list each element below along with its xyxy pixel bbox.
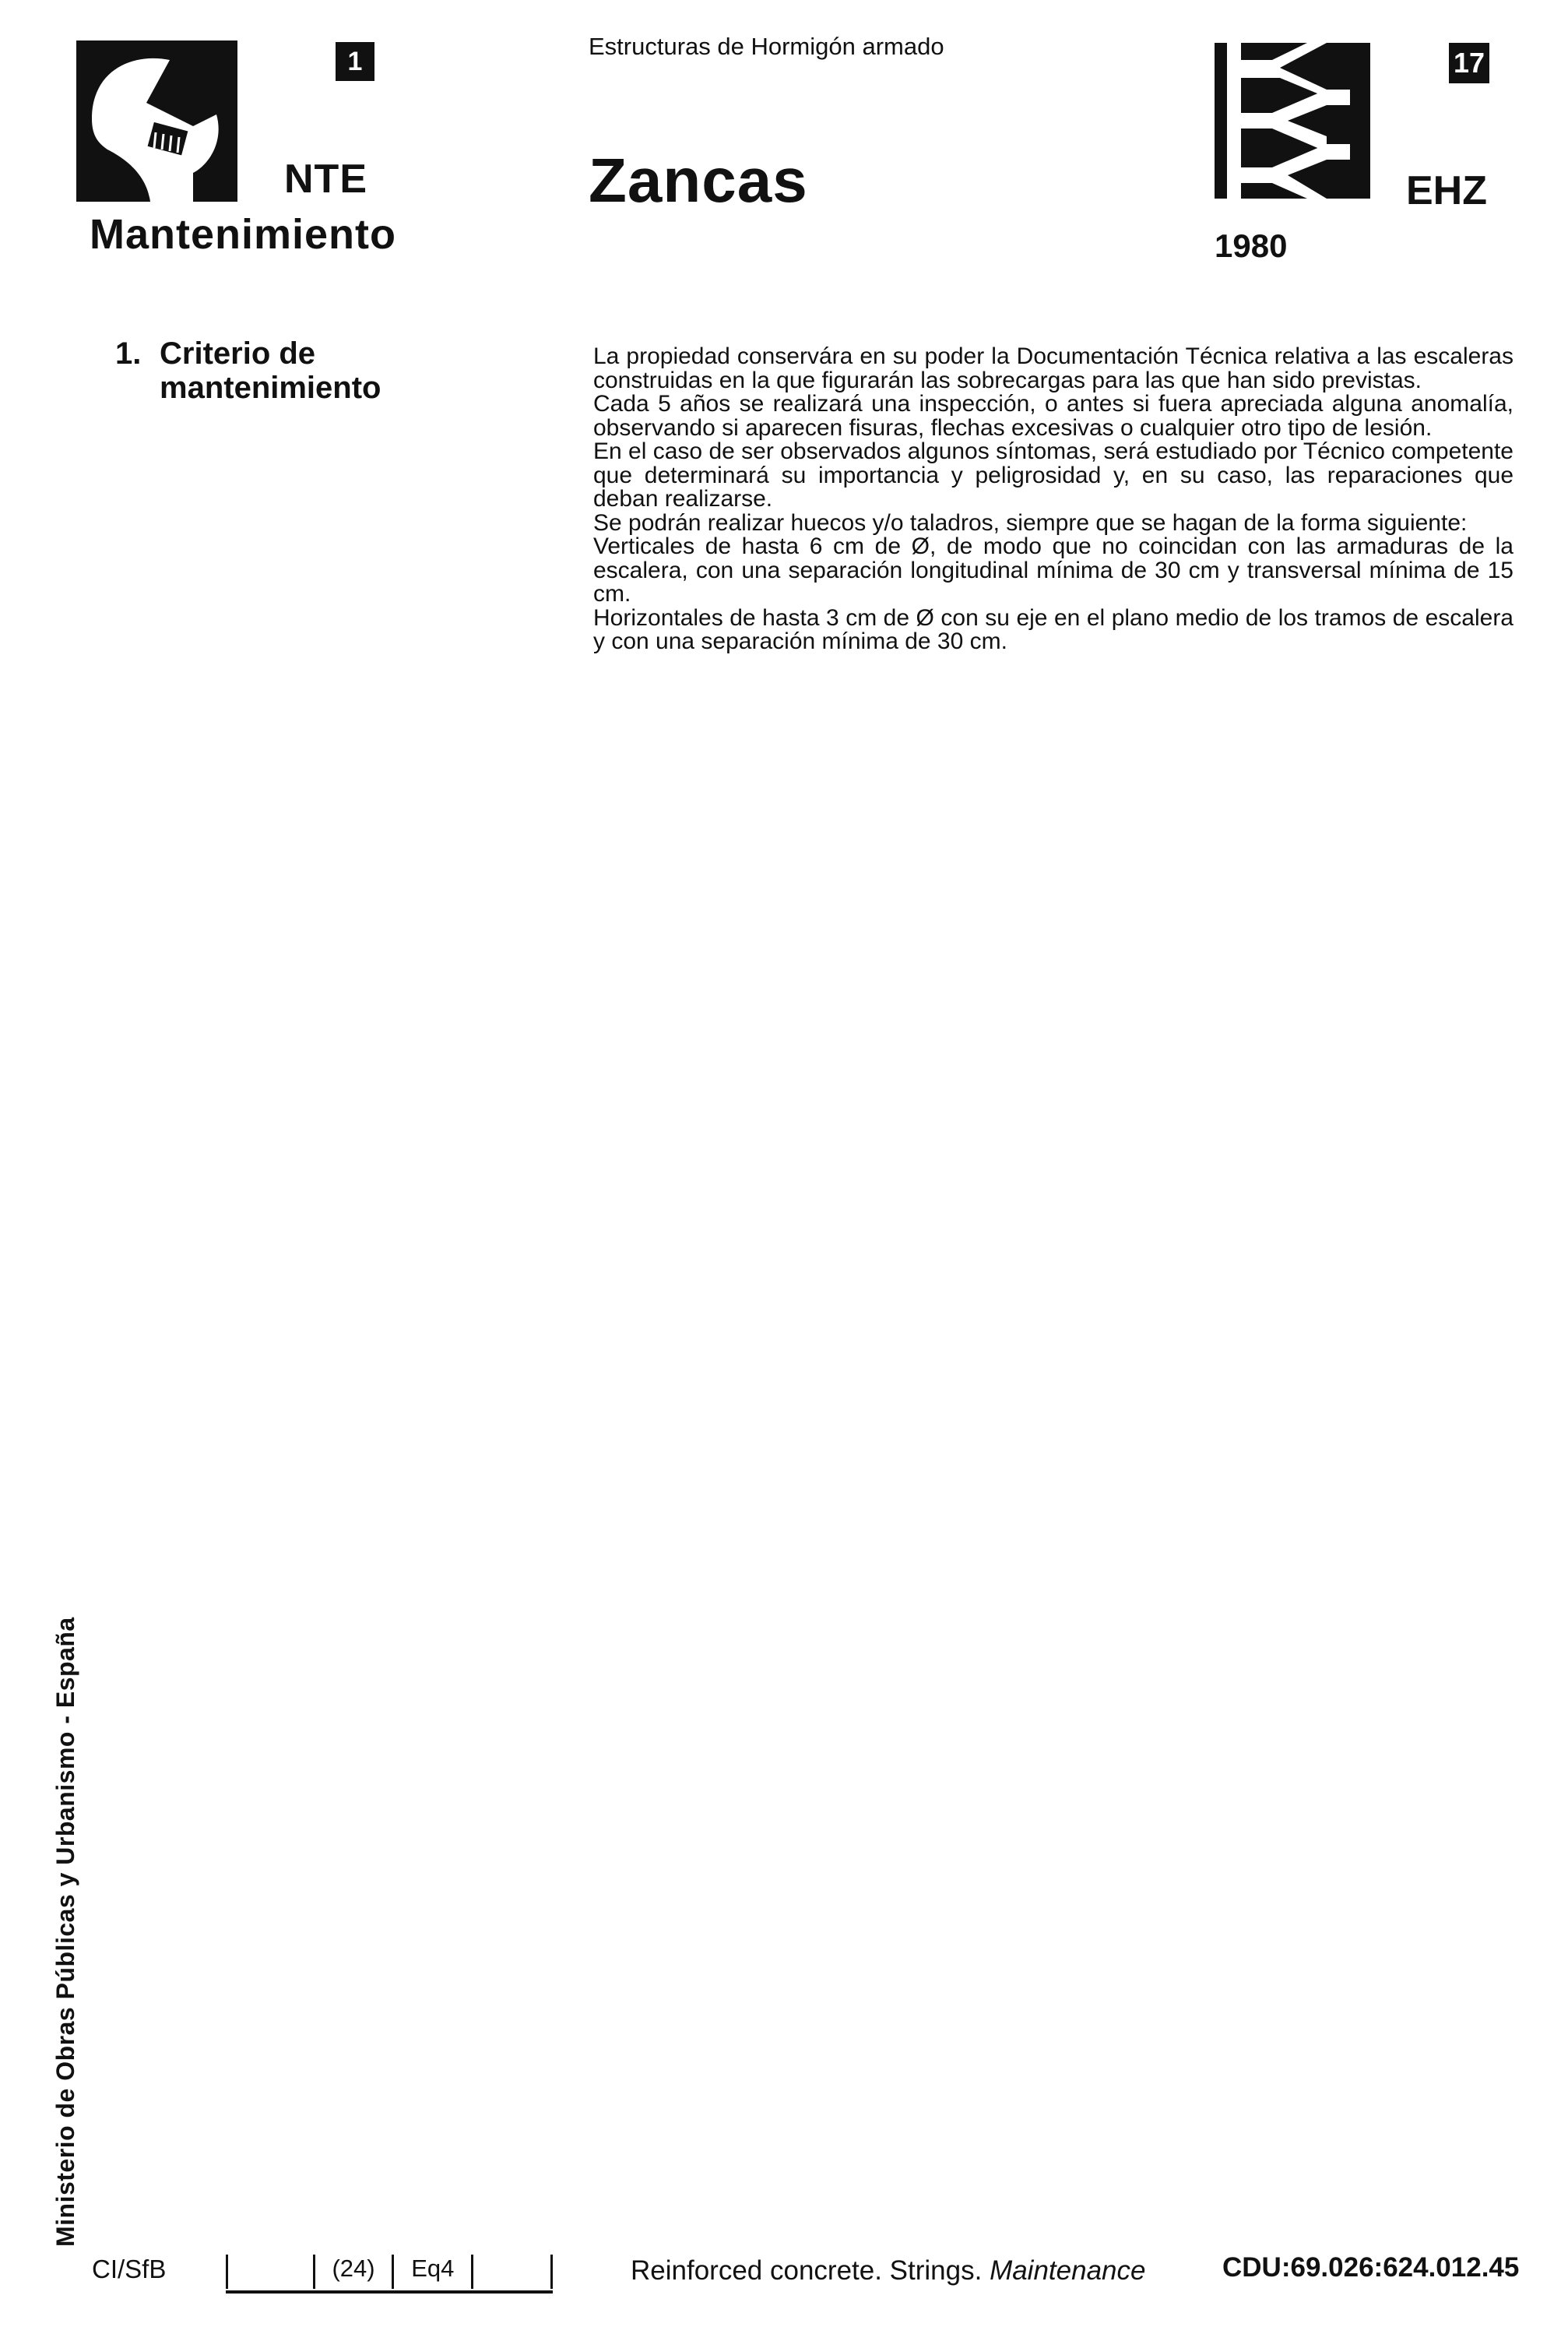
cisfb-classification-box [226, 2255, 553, 2294]
ministry-side-text: Ministerio de Obras Públicas y Urbanismo - España [51, 1617, 79, 2247]
ehz-logo [1241, 43, 1370, 199]
stair-stringer-icon [1241, 43, 1370, 199]
wrench-icon [76, 40, 237, 202]
paragraph: La propiedad conservára en su poder la Documentación Técnica relativa a las escaleras construidas en la que figurarán las sobrecargas para las que han sido previstas. [593, 343, 1514, 393]
paragraph: En el caso de ser observados algunos síntomas, será estudiado por Técnico competente que determinará su importancia y peligrosidad y, en su caso, las reparaciones que deban realizarse. [593, 438, 1514, 512]
section-heading-line1: Criterio de [160, 336, 316, 371]
section-body [593, 345, 1514, 654]
classification-cell [471, 2255, 553, 2289]
description-plain: Reinforced concrete. Strings. [631, 2255, 983, 2286]
chapter-badge: 1 [336, 42, 374, 81]
cdu-code: CDU:69.026:624.012.45 [1222, 2252, 1520, 2283]
classification-cell [226, 2255, 313, 2289]
paragraph: Cada 5 años se realizará una inspección, o antes si fuera apreciada alguna anomalía, observando si aparecen fisuras, flechas excesivas o cualquier otro tipo de lesión. [593, 391, 1514, 441]
section-heading-line2: mantenimiento [160, 371, 381, 405]
classification-cell: (24) [313, 2255, 392, 2289]
paragraph: Se podrán realizar huecos y/o taladros, siempre que se hagan de la forma siguiente: [593, 509, 1468, 536]
series-title: Estructuras de Hormigón armado [589, 33, 944, 60]
cisfb-label: CI/SfB [92, 2255, 167, 2283]
classification-cell: Eq4 [392, 2255, 471, 2289]
description-italic: Maintenance [990, 2255, 1146, 2286]
nte-code: NTE [284, 157, 367, 202]
paragraph: Horizontales de hasta 3 cm de Ø con su eje en el plano medio de los tramos de escalera y con una separación mínima de 30 cm. [593, 604, 1514, 654]
section-number: 1. [115, 336, 142, 371]
page-number-badge: 17 [1449, 43, 1489, 83]
ehz-code: EHZ [1406, 168, 1487, 213]
paragraph: Verticales de hasta 6 cm de Ø, de modo que no coincidan con las armaduras de la escalera, con una separación longitudinal mínima de 30 cm y transversal mínima de 15 cm. [593, 533, 1514, 607]
page-title: Zancas [589, 146, 808, 215]
logo-bar [1215, 43, 1227, 199]
publication-year: 1980 [1215, 227, 1288, 264]
section-category: Mantenimiento [90, 211, 397, 258]
section-heading [160, 336, 381, 405]
english-description [631, 2255, 1145, 2287]
maintenance-logo [76, 40, 237, 202]
